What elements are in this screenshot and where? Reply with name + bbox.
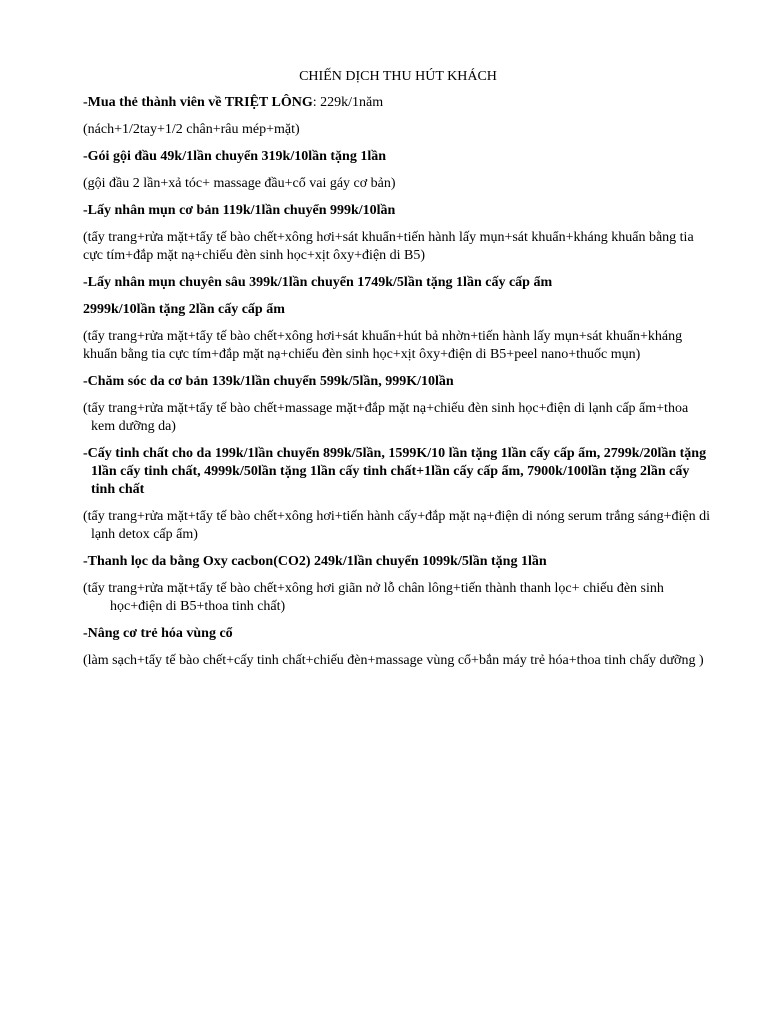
item-description: (tẩy trang+rửa mặt+tẩy tế bào chết+xông hơi+sát khuẩn+hút bả nhờn+tiến hành lấy mụn+sát khuẩn+kháng khuẩn bằng tia cực tím+đắp mặt nạ+chiếu đèn sinh học+xịt ôxy+điện di B5+peel nano+thuốc mụn) [83,329,683,362]
item-heading [83,553,713,571]
item-heading [83,148,713,166]
item-heading-bold: -Lấy nhân mụn chuyên sâu 399k/1lần chuyển 1749k/5lần tặng 1lần cấy cấp ẩm [83,275,553,290]
item-heading-bold: -Gói gội đầu 49k/1lần chuyển 319k/10lần tặng 1lần [83,149,387,164]
document-title: CHIẾN DỊCH THU HÚT KHÁCH [299,69,497,84]
document-page [83,68,713,679]
item-heading [83,625,713,643]
item-heading [83,274,713,292]
item-heading [83,202,713,220]
item-heading [83,445,713,499]
item-description: (tẩy trang+rửa mặt+tẩy tế bào chết+xông hơi+tiến hành cấy+đắp mặt nạ+điện di nóng serum trắng sáng+điện di lạnh detox cấp ẩm) [83,509,710,542]
item-heading-rest: : 229k/1năm [312,95,384,110]
item-heading [83,373,713,391]
item-description: (tẩy trang+rửa mặt+tẩy tế bào chết+massage mặt+đắp mặt nạ+chiếu đèn sinh học+điện di lạnh cấp ẩm+thoa kem dưỡng da) [83,401,689,434]
item-heading-bold: -Thanh lọc da bằng Oxy cacbon(CO2) 249k/1lần chuyển 1099k/5lần tặng 1lần [83,554,547,569]
item-heading-bold: -Chăm sóc da cơ bản 139k/1lần chuyển 599k/5lần, 999K/10lần [83,374,454,389]
item-heading-bold: -Cấy tinh chất cho da 199k/1lần chuyển 899k/5lần, 1599K/10 lần tặng 1lần cấy cấp ẩm, 2799k/20lần tặng 1lần cấy tinh chất, 4999k/50lần tặng 1lần cấy tinh chất+1lần cấy cấp ẩm, 7900k/100lần tặng 2lần cấy tinh chất [83,446,707,497]
item-description: (làm sạch+tẩy tế bào chết+cấy tinh chất+chiếu đèn+massage vùng cổ+bắn máy trẻ hóa+thoa tinh chấy dưỡng ) [83,653,704,668]
item-description: (nách+1/2tay+1/2 chân+râu mép+mặt) [83,122,300,137]
item-heading-bold: 2999k/10lần tặng 2lần cấy cấp ẩm [83,302,285,317]
item-heading-bold: -Nâng cơ trẻ hóa vùng cổ [83,626,233,641]
item-heading-bold: -Mua thẻ thành viên về TRIỆT LÔNG [83,95,313,110]
item-heading-bold: -Lấy nhân mụn cơ bản 119k/1lần chuyển 999k/10lần [83,203,396,218]
item-description: (tẩy trang+rửa mặt+tẩy tế bào chết+xông hơi+sát khuẩn+tiến hành lấy mụn+sát khuẩn+kháng khuẩn bằng tia cực tím+đắp mặt nạ+chiếu đèn sinh học+xịt ôxy+điện di B5) [83,230,694,263]
item-description: (gội đầu 2 lần+xả tóc+ massage đầu+cổ vai gáy cơ bản) [83,176,396,191]
item-description: (tẩy trang+rửa mặt+tẩy tế bào chết+xông hơi giãn nở lỗ chân lông+tiến thành thanh lọc+ chiếu đèn sinh học+điện di B5+thoa tinh chất) [83,581,664,614]
item-heading-continued [83,301,713,319]
item-heading [83,94,713,112]
